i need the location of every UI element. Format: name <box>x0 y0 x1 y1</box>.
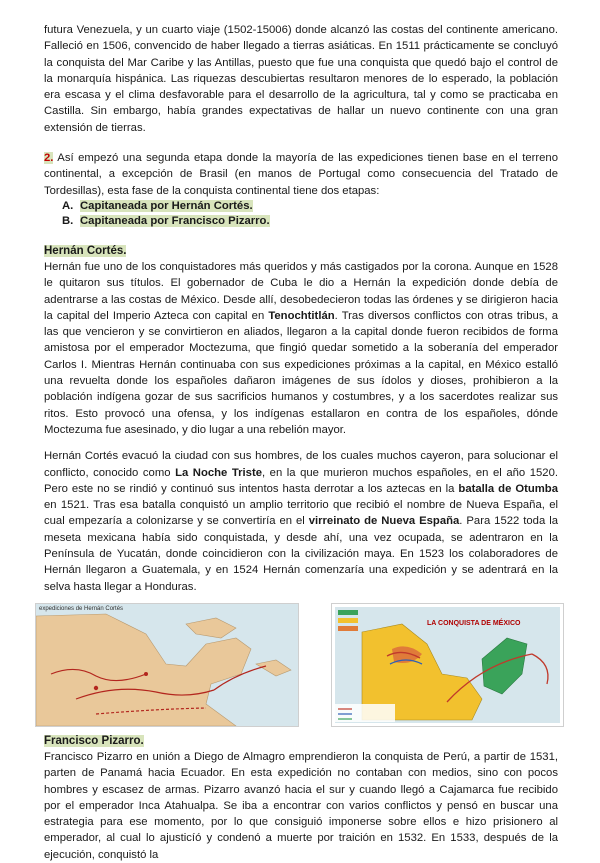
bold-term: virreinato de Nueva España <box>308 515 460 528</box>
map-image <box>36 604 298 726</box>
text-run: Hernán Cortés evacuó la ciudad con sus hombres, de los cuales muchos cayeron, para solucionar el conflicto, conocido como <box>44 450 558 479</box>
list-item-label: A. <box>62 199 74 212</box>
map-title: LA CONQUISTA DE MÉXICO <box>427 619 521 627</box>
section-heading-pizarro <box>44 733 558 749</box>
section-heading-cortes <box>44 243 558 259</box>
document-page <box>39 22 559 863</box>
cortes-expeditions-map <box>35 603 299 727</box>
list-item <box>62 214 558 229</box>
text-run: . Tras diversos conflictos con otras tribus, a las que vencieron y se convirtieron en aliados, llegaron a la capital donde fueron recibidos de forma amistosa por el emperador Moctezuma, que fingió quedar sometido a la soberanía del emperador Carlos I. Mientras Hernán continuaba con sus expediciones próximas a la capital, en México estalló una revuelta donde los españoles dañaron imágenes de sus ídolos y dioses, prohibieron a la población indígena gozar de sus sacrificios humanos y costumbres, y a los sacerdotes realizar sus ritos. Esto provocó una ofensa, y los indígenas estallaron en contra de los españoles, dónde Moctezuma fue asesinado, y dio lugar a una rebelión mayor. <box>44 309 558 436</box>
bold-term: La Noche Triste <box>175 466 262 479</box>
cortes-paragraph-2 <box>44 448 558 595</box>
section-heading-text: Hernán Cortés. <box>44 244 127 257</box>
stage-list <box>44 199 558 229</box>
pizarro-paragraph: Francisco Pizarro en unión a Diego de Almagro emprendieron la conquista de Perú, a partir de 1531, parten de Panamá hacia Ecuador. En esta expedición no contaban con medios, sino con pocos hombres y escasez de armas. Pizarro avanzó hacia el sur y cuando llegó a Cajamarca fue recibido por el emperador Inca Atahualpa. Se iba a encontrar con varios conflictos y pensó en buscar una estrategia para ese momento, por lo que consiguió imponerse sobre ellos e hizo prisionero al emperador, al cual lo ajusticíó y condenó a muerte por traición en 1532. En 1533, después de la ejecución, conquistó la <box>44 750 558 861</box>
stage-number: 2. <box>44 152 54 165</box>
text-run: , en la que murieron muchos españoles, en el año 1520. Pero este no se rindió y continuó sus intentos hasta derrotar a los aztecas en la <box>44 466 559 495</box>
conquest-of-mexico-map <box>331 603 564 727</box>
text-run: en 1521. Tras esa batalla conquistó un amplio territorio que recibió el nombre de Nueva España, el cual empezaría a colonizarse y se convertiría en el <box>44 499 558 528</box>
intro-paragraph: futura Venezuela, y un cuarto viaje (1502-15006) donde alcanzó las costas del continente americano. Falleció en 1506, convencido de haber llegado a tierras asiáticas. En 1511 prácticamente se concluyó la conquista del Mar Caribe y las Antillas, puesto que fue una conquista que quedó bajo el control de la monarquía hispánica. Las riquezas descubiertas resultaron menores de lo esperado, la población era escasa y el clima desfavorable para el desarrollo de la agricultura, tal y como se practicaba en Castilla. Sin embargo, había grandes expectativas de hallar un nuevo continente con una gran extensión de tierras. <box>44 24 558 134</box>
section-heading-text: Francisco Pizarro. <box>44 734 144 747</box>
text-run: . Para 1522 toda la meseta mexicana había sido conquistada, y desde ahí, una vez ocupada, se adentraron en la Península de Yucatán, donde coincidieron con la civilización maya. En 1523 los colaboradores de Hernán llegaron a Guatemala, y en 1524 Hernán comenzaría una expedición y se adentrará en la selva hasta llegar a Honduras. <box>44 515 558 593</box>
list-item-text: Capitaneada por Francisco Pizarro. <box>80 214 270 227</box>
cortes-paragraph-1 <box>44 259 558 438</box>
stage-two-text: Así empezó una segunda etapa donde la mayoría de las expediciones tienen base en el terreno continental, a excepción de Brasil (en manos de Portugal como consecuencia del Tratado de Tordesillas), esta fase de la conquista continental tiene dos etapas: <box>44 152 558 197</box>
bold-term: batalla de Otumba <box>458 482 558 495</box>
list-item-label: B. <box>62 214 74 227</box>
map-figures <box>39 603 558 727</box>
list-item <box>62 199 558 214</box>
text-run: Hernán fue uno de los conquistadores más queridos y más castigados por la corona. Aunque en 1528 le quitaron sus títulos. El gobernador de Cuba le dio a Hernán la expedición donde debía de adentrarse a las costas de México. Desde allí, desobedecieron todas las órdenes y se dirigieron hacia la capital del Imperio Azteca con capital en <box>44 260 558 322</box>
stage-two-paragraph <box>44 150 558 199</box>
map-title: expediciones de Hernán Cortés <box>39 605 124 612</box>
bold-term: Tenochtitlán <box>268 309 335 322</box>
list-item-text: Capitaneada por Hernán Cortés. <box>80 199 253 212</box>
